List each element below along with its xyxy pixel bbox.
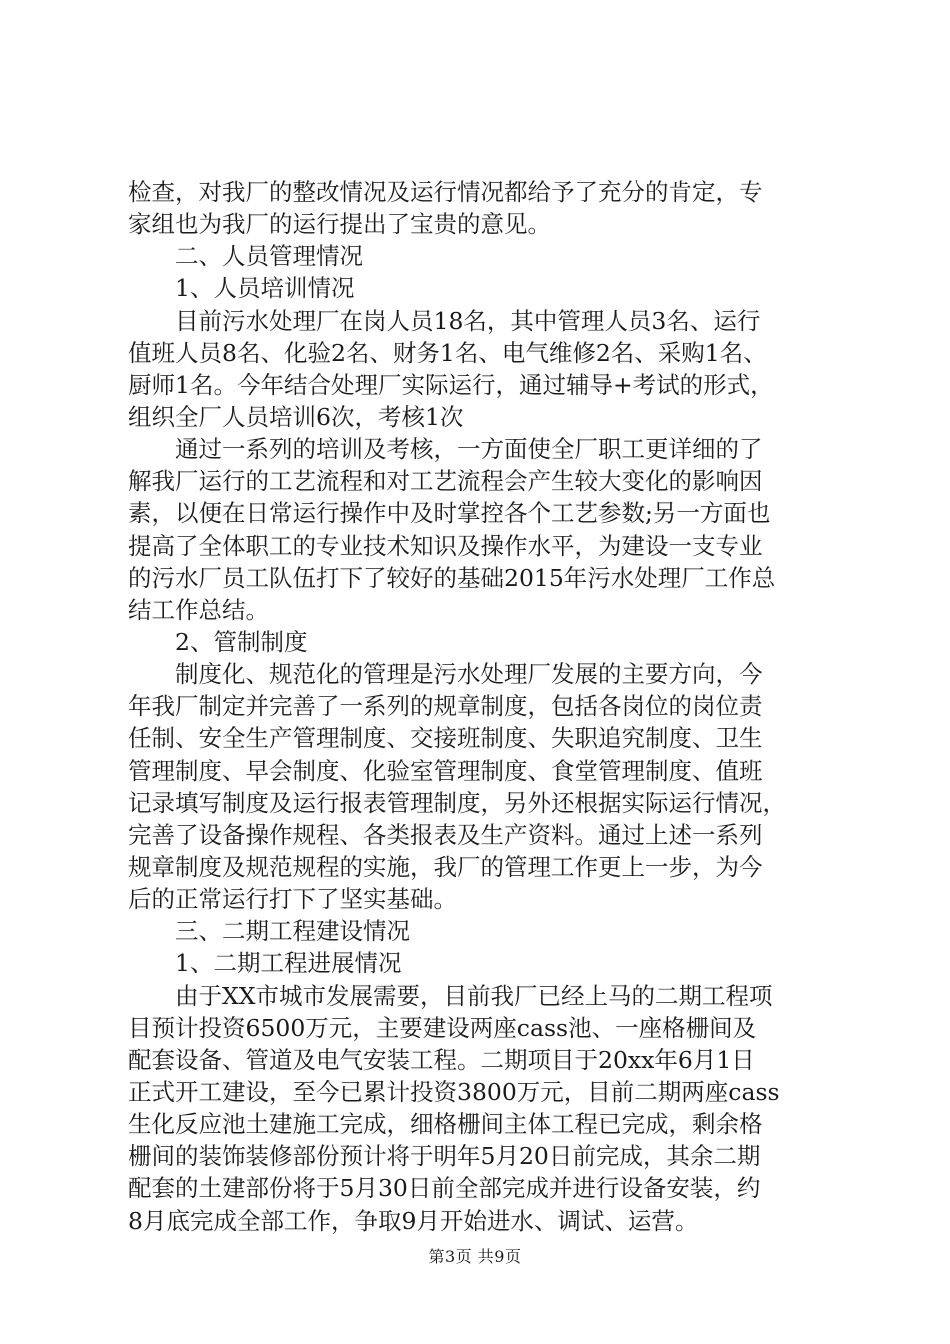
text-line: 由于XX市城市发展需要，目前我厂已经上马的二期工程项 bbox=[175, 981, 773, 1010]
subsection-heading: 1、人员培训情况 bbox=[175, 274, 355, 303]
text-line: 后的正常运行打下了坚实基础。 bbox=[128, 885, 457, 914]
text-line: 完善了设备操作规程、各类报表及生产资料。通过上述一系列 bbox=[128, 820, 763, 849]
text-line: 目预计投资6500万元，主要建设两座cass池、一座格栅间及 bbox=[128, 1013, 757, 1042]
text-line: 规章制度及规范规程的实施，我厂的管理工作更上一步，为今 bbox=[128, 852, 763, 881]
text-line: 栅间的装饰装修部份预计将于明年5月20日前完成，其余二期 bbox=[128, 1142, 761, 1171]
text-line: 制度化、规范化的管理是污水处理厂发展的主要方向，今 bbox=[175, 660, 763, 689]
text-line: 提高了全体职工的专业技术知识及操作水平，为建设一支专业 bbox=[128, 531, 763, 560]
text-line: 年我厂制定并完善了一系列的规章制度，包括各岗位的岗位责 bbox=[128, 692, 763, 721]
document-body bbox=[128, 176, 848, 1237]
text-line: 检查，对我厂的整改情况及运行情况都给予了充分的肯定，专 bbox=[128, 178, 763, 206]
text-line: 家组也为我厂的运行提出了宝贵的意见。 bbox=[128, 210, 551, 239]
text-line: 生化反应池土建施工完成，细格栅间主体工程已完成，剩余格 bbox=[128, 1110, 763, 1139]
text-line: 的污水厂员工队伍打下了较好的基础2015年污水处理厂工作总 bbox=[128, 563, 776, 592]
section-heading: 二、人员管理情况 bbox=[175, 242, 363, 271]
text-line: 解我厂运行的工艺流程和对工艺流程会产生较大变化的影响因 bbox=[128, 467, 763, 496]
text-line: 素，以便在日常运行操作中及时掌控各个工艺参数;另一方面也 bbox=[128, 499, 771, 528]
text-line: 配套的土建部份将于5月30日前全部完成并进行设备安装，约 bbox=[128, 1174, 761, 1203]
section-heading: 三、二期工程建设情况 bbox=[175, 917, 410, 946]
text-line: 结工作总结。 bbox=[128, 595, 269, 624]
text-line: 组织全厂人员培训6次，考核1次 bbox=[128, 402, 464, 431]
text-line: 值班人员8名、化验2名、财务1名、电气维修2名、采购1名、 bbox=[128, 338, 767, 367]
subsection-heading: 2、管制制度 bbox=[175, 627, 308, 656]
text-line: 8月底完成全部工作，争取9月开始进水、调试、运营。 bbox=[128, 1206, 699, 1235]
subsection-heading: 1、二期工程进展情况 bbox=[175, 949, 402, 978]
text-line: 通过一系列的培训及考核，一方面使全厂职工更详细的了 bbox=[175, 435, 763, 464]
text-line: 正式开工建设，至今已累计投资3800万元，目前二期两座cass bbox=[128, 1077, 780, 1106]
text-line: 配套设备、管道及电气安装工程。二期项目于20xx年6月1日 bbox=[128, 1045, 755, 1074]
text-line: 厨师1名。今年结合处理厂实际运行，通过辅导+考试的形式， bbox=[128, 370, 774, 399]
text-line: 记录填写制度及运行报表管理制度，另外还根据实际运行情况， bbox=[128, 788, 786, 817]
page-number-footer: 第3页 共9页 bbox=[428, 1247, 522, 1266]
text-line: 目前污水处理厂在岗人员18名，其中管理人员3名、运行 bbox=[175, 306, 761, 335]
text-line: 管理制度、早会制度、化验室管理制度、食堂管理制度、值班 bbox=[128, 756, 763, 785]
text-line: 任制、安全生产管理制度、交接班制度、失职追究制度、卫生 bbox=[128, 724, 763, 753]
